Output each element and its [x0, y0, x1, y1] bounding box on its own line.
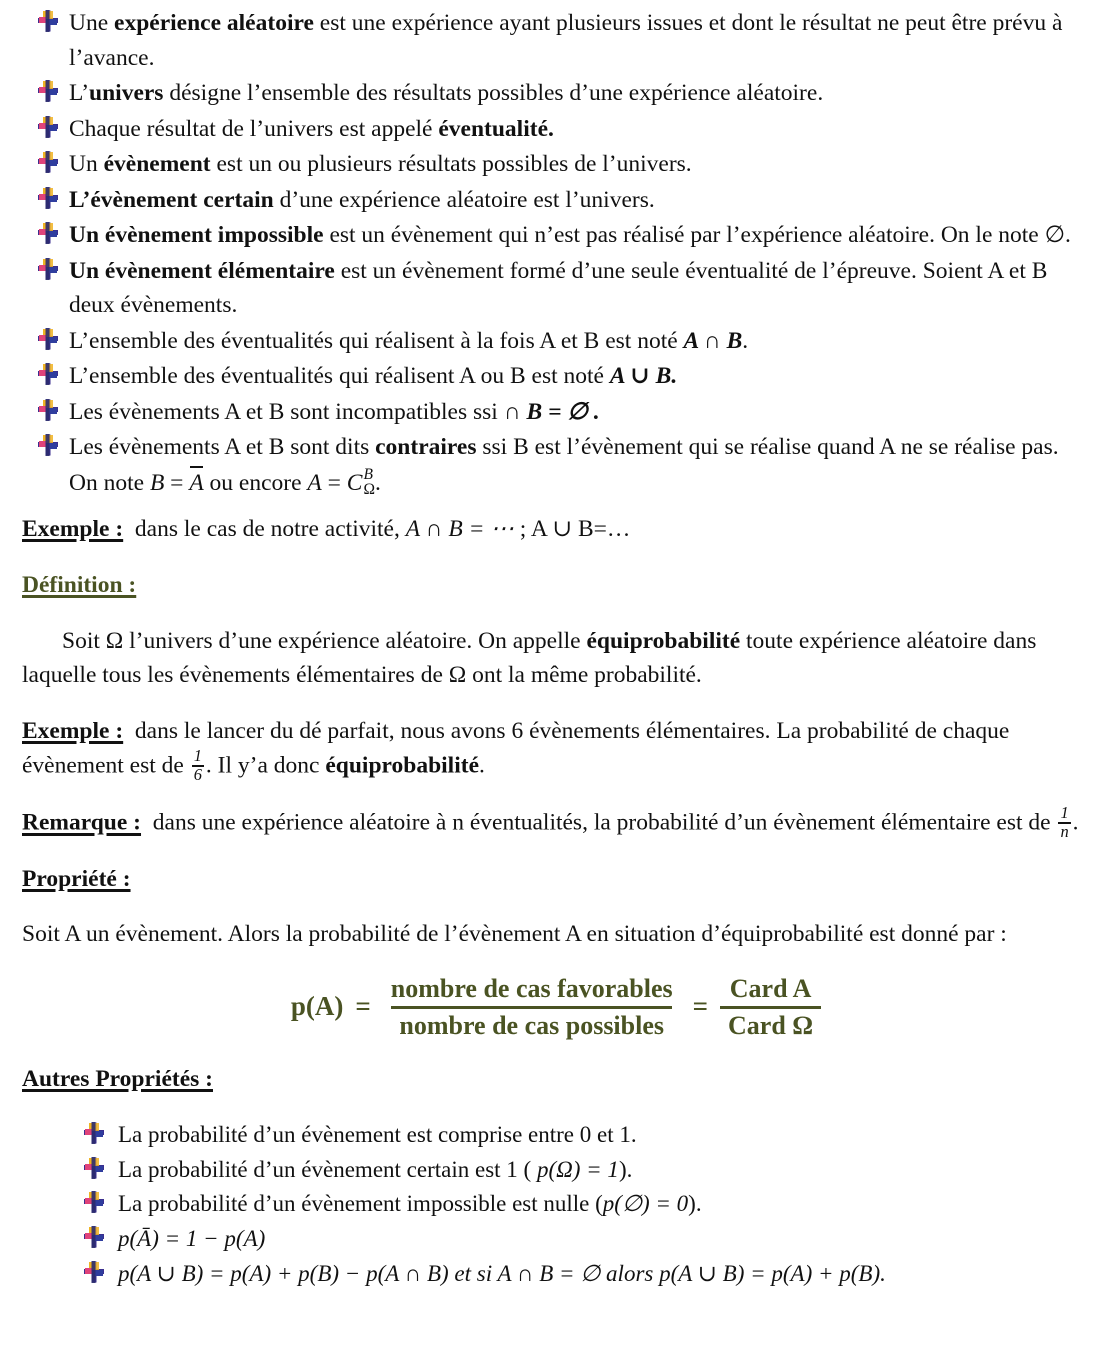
list-item [38, 147, 1090, 182]
cross-bullet-icon [38, 328, 58, 350]
spacer [22, 784, 1090, 805]
list-item-text: Un évènement élémentaire est un évènement formé d’une seule éventualité de l’épreuve. Soient A et B deux évènements. [69, 257, 1048, 319]
cross-bullet-icon [84, 1226, 104, 1248]
math-var-A-bar: A [189, 465, 203, 501]
spacer [22, 952, 1090, 973]
remarque-label: Remarque : [22, 809, 142, 836]
list-item [38, 430, 1090, 500]
definition-heading-row [22, 568, 1090, 603]
math-expression-2: A ∪ B=… [530, 516, 631, 543]
term-emphasis: évènement [103, 151, 211, 178]
cross-bullet-icon [38, 10, 58, 32]
spacer [22, 547, 1090, 568]
cross-bullet-icon [38, 187, 58, 209]
list-item [38, 218, 1090, 253]
list-item-text: L’ensemble des éventualités qui réalisent A ou B est noté A ∪ B. [69, 363, 678, 390]
cross-bullet-icon [38, 258, 58, 280]
vocabulary-bullet-list [38, 6, 1090, 500]
example-1-label: Exemple : [22, 516, 124, 543]
list-item-text: L’univers désigne l’ensemble des résultats possibles d’une expérience aléatoire. [69, 80, 824, 107]
math-expression: A ∩ B = ⋯ [405, 516, 514, 543]
example-2-paragraph: Exemple : dans le lancer du dé parfait, nous avons 6 évènements élémentaires. La probabilité de chaque évènement est de $\frac{1}{6}$ . Il y’a donc équiprobabilité. [22, 717, 1010, 785]
list-item [38, 254, 1090, 323]
term-emphasis: éventualité. [438, 115, 554, 142]
formula-fraction-cases: nombre de cas favorables nombre de cas possibles [390, 973, 673, 1040]
autres-proprietes-list [84, 1118, 1090, 1291]
cross-bullet-icon [38, 434, 58, 456]
term-emphasis: équiprobabilité [325, 752, 480, 779]
math-expression: p(Ω) = 1 [536, 1156, 619, 1182]
term-emphasis: expérience aléatoire [114, 10, 314, 36]
cross-bullet-icon [38, 80, 58, 102]
formula-equals-1: = [355, 991, 371, 1022]
formula-equals-2: = [692, 991, 709, 1022]
autres-proprietes-heading-row [22, 1062, 1090, 1097]
cross-bullet-icon [84, 1261, 104, 1283]
list-item [84, 1187, 1090, 1221]
spacer [22, 693, 1090, 714]
list-item [38, 359, 1090, 394]
list-item [38, 76, 1090, 111]
spacer [22, 1097, 1090, 1118]
term-emphasis: équiprobabilité [586, 627, 741, 654]
math-var-A: A [307, 469, 322, 496]
list-item [38, 112, 1090, 147]
list-item-text: Un évènement impossible est un évènement qui n’est pas réalisé par l’expérience aléatoire. On le note ∅. [69, 222, 1071, 249]
list-item [38, 395, 1090, 430]
list-item [84, 1118, 1090, 1152]
list-item [84, 1257, 1090, 1291]
list-item [84, 1153, 1090, 1187]
cross-bullet-icon [38, 151, 58, 173]
probability-formula [22, 973, 1090, 1041]
example-2-label: Exemple : [22, 717, 124, 744]
list-item-text: L’ensemble des éventualités qui réalisent à la fois A et B est noté A ∩ B. [69, 327, 749, 354]
math-var-C: C [346, 469, 363, 496]
term-emphasis: contraires [375, 434, 477, 461]
math-expression: p(∅) = 0 [602, 1191, 689, 1217]
spacer [22, 603, 1090, 624]
list-item-text: La probabilité d’un évènement certain est 1 ( p(Ω) = 1). [118, 1156, 633, 1182]
term-emphasis: L’évènement certain [69, 186, 274, 213]
list-item-text: La probabilité d’un évènement est comprise entre 0 et 1. [118, 1121, 637, 1147]
propriete-heading-row [22, 862, 1090, 897]
math-expression-union: p(A ∪ B) = p(A) + p(B) − p(A ∩ B) et si A ∩ B = ∅ alors p(A ∪ B) = p(A) + p(B). [118, 1261, 886, 1287]
formula-fraction-card: Card A Card Ω [720, 973, 821, 1041]
spacer [22, 501, 1090, 512]
formula-lhs: p(A) [290, 991, 344, 1022]
list-item-text: Une expérience aléatoire est une expérience ayant plusieurs issues et dont le résultat ne peut être prévu à l’avance. [69, 10, 1063, 71]
list-item-text: Les évènements A et B sont incompatibles ssi ∩ B = ∅ . [69, 398, 600, 425]
definition-label: Définition : [22, 571, 137, 598]
cross-bullet-icon [38, 222, 58, 244]
propriete-label: Propriété : [22, 865, 131, 892]
math-expression: A ∩ B [683, 327, 743, 354]
definition-body: Soit Ω l’univers d’une expérience aléatoire. On appelle équiprobabilité toute expérience aléatoire dans laquelle tous les évènements élémentaires de Ω ont la même probabilité. [22, 627, 1037, 689]
list-item-text: Les évènements A et B sont dits contraires ssi B est l’évènement qui se réalise quand A ne se réalise pas. On note B = A ou encore A = C B Ω . [69, 430, 1090, 500]
remarque-paragraph: Remarque : dans une expérience aléatoire à n éventualités, la probabilité d’un évènement élémentaire est de $\frac{1}{n}$ . [22, 802, 1079, 841]
math-expression: A ∪ B. [609, 363, 678, 390]
term-emphasis: Un évènement impossible [69, 222, 324, 249]
propriete-intro: Soit A un évènement. Alors la probabilité de l’évènement A en situation d’équiprobabilité est donné par : [22, 921, 1007, 948]
list-item [84, 1222, 1090, 1256]
list-item-text: L’évènement certain d’une expérience aléatoire est l’univers. [69, 186, 655, 213]
cross-bullet-icon [84, 1122, 104, 1144]
example-1-paragraph: Exemple : dans le cas de notre activité, A ∩ B = ⋯ ; A ∪ B=… [22, 516, 631, 543]
spacer [22, 841, 1090, 862]
math-sup-sub: B Ω [363, 465, 376, 499]
list-item [38, 324, 1090, 359]
spacer [22, 1041, 1090, 1062]
math-var-B: B [149, 469, 165, 496]
list-item-text: La probabilité d’un évènement impossible est nulle (p(∅) = 0). [118, 1191, 702, 1217]
fraction-one-over-n: $\frac{1}{n}$ [1060, 802, 1069, 841]
list-item [38, 6, 1090, 75]
cross-bullet-icon [38, 363, 58, 385]
term-emphasis: Un évènement élémentaire [69, 257, 335, 284]
math-expression-complement: p(Ā) = 1 − p(A) [118, 1226, 266, 1252]
spacer [22, 896, 1090, 917]
list-item-text: Chaque résultat de l’univers est appelé éventualité. [69, 115, 554, 142]
list-item [38, 183, 1090, 218]
math-expression: B = ∅ . [526, 398, 600, 425]
cross-bullet-icon [84, 1191, 104, 1213]
cross-bullet-icon [84, 1157, 104, 1179]
term-emphasis: univers [89, 80, 164, 107]
autres-proprietes-label: Autres Propriétés : [22, 1066, 213, 1093]
cross-bullet-icon [38, 116, 58, 138]
fraction-one-sixth: $\frac{1}{6}$ [193, 746, 202, 785]
cross-bullet-icon [38, 399, 58, 421]
list-item-text: Un évènement est un ou plusieurs résultats possibles de l’univers. [69, 151, 692, 178]
